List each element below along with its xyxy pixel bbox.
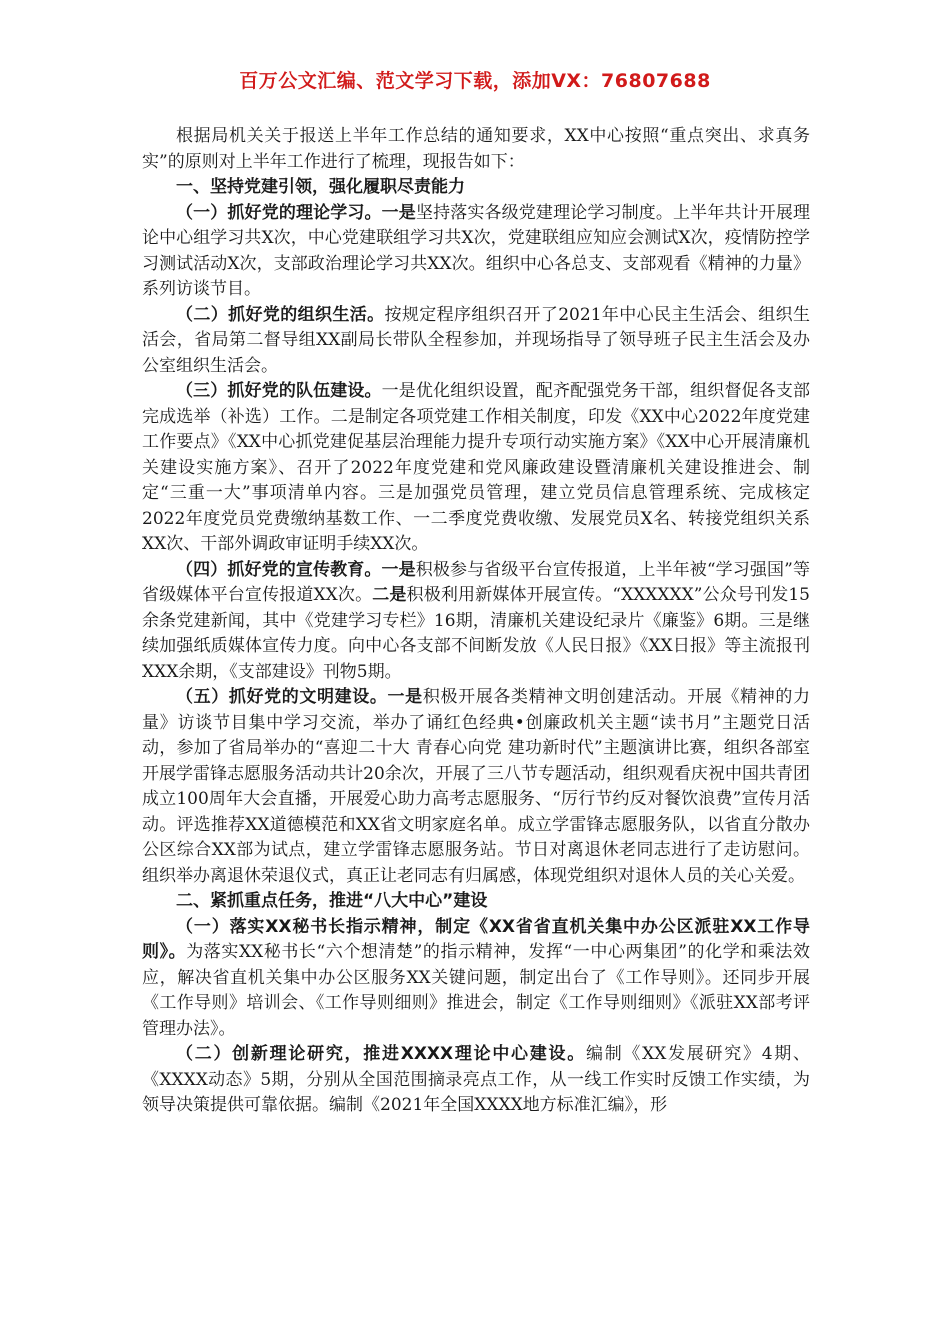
paragraph-text: 积极参与省级平台宣传报道，上半年被“学习强国”等省级媒体平台宣传报道XX次。	[142, 559, 810, 605]
section-1-paragraph-5	[142, 685, 810, 889]
point-marker: 二是	[372, 585, 407, 605]
paragraph-lead: （一）落实XX秘书长指示精神，制定《XX省省直机关集中办公区派驻XX工作导则》。	[142, 916, 810, 962]
paragraph-lead: （一）抓好党的理论学习。	[176, 202, 382, 223]
paragraph-lead: （五）抓好党的文明建设。	[176, 687, 388, 707]
paragraph-lead: （四）抓好党的宣传教育。	[176, 559, 382, 580]
point-marker: 一是	[387, 687, 423, 707]
point-marker: 一是	[381, 202, 416, 223]
paragraph-text: 编制《XX发展研究》4期、《XXXX动态》5期，分别从全国范围摘录亮点工作，从一线工作实时反馈工作实绩，为领导决策提供可靠依据。编制《2021年全国XXXX地方标准汇编》，形	[142, 1044, 810, 1115]
section-2-heading: 二、紧抓重点任务，推进“八大中心”建设	[176, 891, 488, 911]
paragraph-text: 一是优化组织设置，配齐配强党务干部，组织督促各支部完成选举（补选）工作。二是制定各项党建工作相关制度，印发《XX中心2022年度党建工作要点》《XX中心抓党建促基层治理能力提升专项行动实施方案》《XX中心开展清廉机关建设实施方案》、召开了2022年度党建和党风廉政建设暨清廉机关建设推进会、制定“三重一大”事项清单内容。三是加强党员管理，建立党员信息管理系统、完成核定2022年度党员党费缴纳基数工作、一二季度党费收缴、发展党员X名、转接党组织关系XX次、干部外调政审证明手续XX次。	[142, 381, 811, 554]
point-marker: 一是	[381, 559, 416, 580]
section-1-paragraph-1	[142, 201, 810, 303]
section-1-paragraph-2	[142, 303, 810, 380]
paragraph-text: 为落实XX秘书长“六个想清楚”的指示精神，发挥“一中心两集团”的化学和乘法效应，解决省直机关集中办公区服务XX关键问题，制定出台了《工作导则》。还同步开展《工作导则》培训会、《工作导则细则》推进会，制定《工作导则细则》《派驻XX部考评管理办法》。	[142, 942, 810, 1039]
section-1-heading: 一、坚持党建引领，强化履职尽责能力	[176, 177, 465, 197]
paragraph-lead: （二）创新理论研究，推进XXXX理论中心建设。	[176, 1044, 586, 1064]
intro-paragraph: 根据局机关关于报送上半年工作总结的通知要求，XX中心按照“重点突出、求真务实”的原则对上半年工作进行了梳理，现报告如下：	[142, 126, 810, 172]
download-banner: 百万公文汇编、范文学习下载，添加VX：76807688	[239, 70, 711, 92]
section-1-paragraph-4	[142, 558, 810, 686]
section-1-paragraph-3	[142, 379, 810, 558]
document-body	[142, 124, 810, 1119]
paragraph-text: 积极开展各类精神文明创建活动。开展《精神的力量》访谈节目集中学习交流，举办了诵红色经典•创廉政机关主题“读书月”主题党日活动，参加了省局举办的“喜迎二十大 青春心向党 建功新时代”主题演讲比赛，组织各部室开展学雷锋志愿服务活动共计20余次，开展了三八节专题活动，组织观看庆祝中国共青团成立100周年大会直播，开展爱心助力高考志愿服务、“厉行节约反对餐饮浪费”宣传月活动。评选推荐XX道德模范和XX省文明家庭名单。成立学雷锋志愿服务队，以省直分散办公区综合XX部为试点，建立学雷锋志愿服务站。节日对离退休老同志进行了走访慰问。组织举办离退休荣退仪式，真正让老同志有归属感，体现党组织对退休人员的关心关爱。	[142, 687, 811, 886]
paragraph-lead: （三）抓好党的队伍建设。	[176, 381, 382, 401]
section-2-paragraph-2	[142, 1042, 810, 1119]
paragraph-text: 按规定程序组织召开了2021年中心民主生活会、组织生活会，省局第二督导组XX副局长带队全程参加，并现场指导了领导班子民主生活会及办公室组织生活会。	[142, 304, 811, 376]
section-2-paragraph-1	[142, 915, 810, 1043]
paragraph-text: 积极利用新媒体开展宣传。“XXXXXX”公众号刊发15余条党建新闻，其中《党建学习专栏》16期，清廉机关建设纪录片《廉鉴》6期。三是继续加强纸质媒体宣传力度。向中心各支部不间断发放《人民日报》《XX日报》等主流报刊XXX余期，《支部建设》刊物5期。	[142, 585, 810, 682]
paragraph-text: 坚持落实各级党建理论学习制度。上半年共计开展理论中心组学习共X次，中心党建联组学习共X次，党建联组应知应会测试X次，疫情防控学习测试活动X次，支部政治理论学习共XX次。组织中心各总支、支部观看《精神的力量》系列访谈节目。	[142, 202, 811, 299]
paragraph-lead: （二）抓好党的组织生活。	[176, 304, 385, 325]
